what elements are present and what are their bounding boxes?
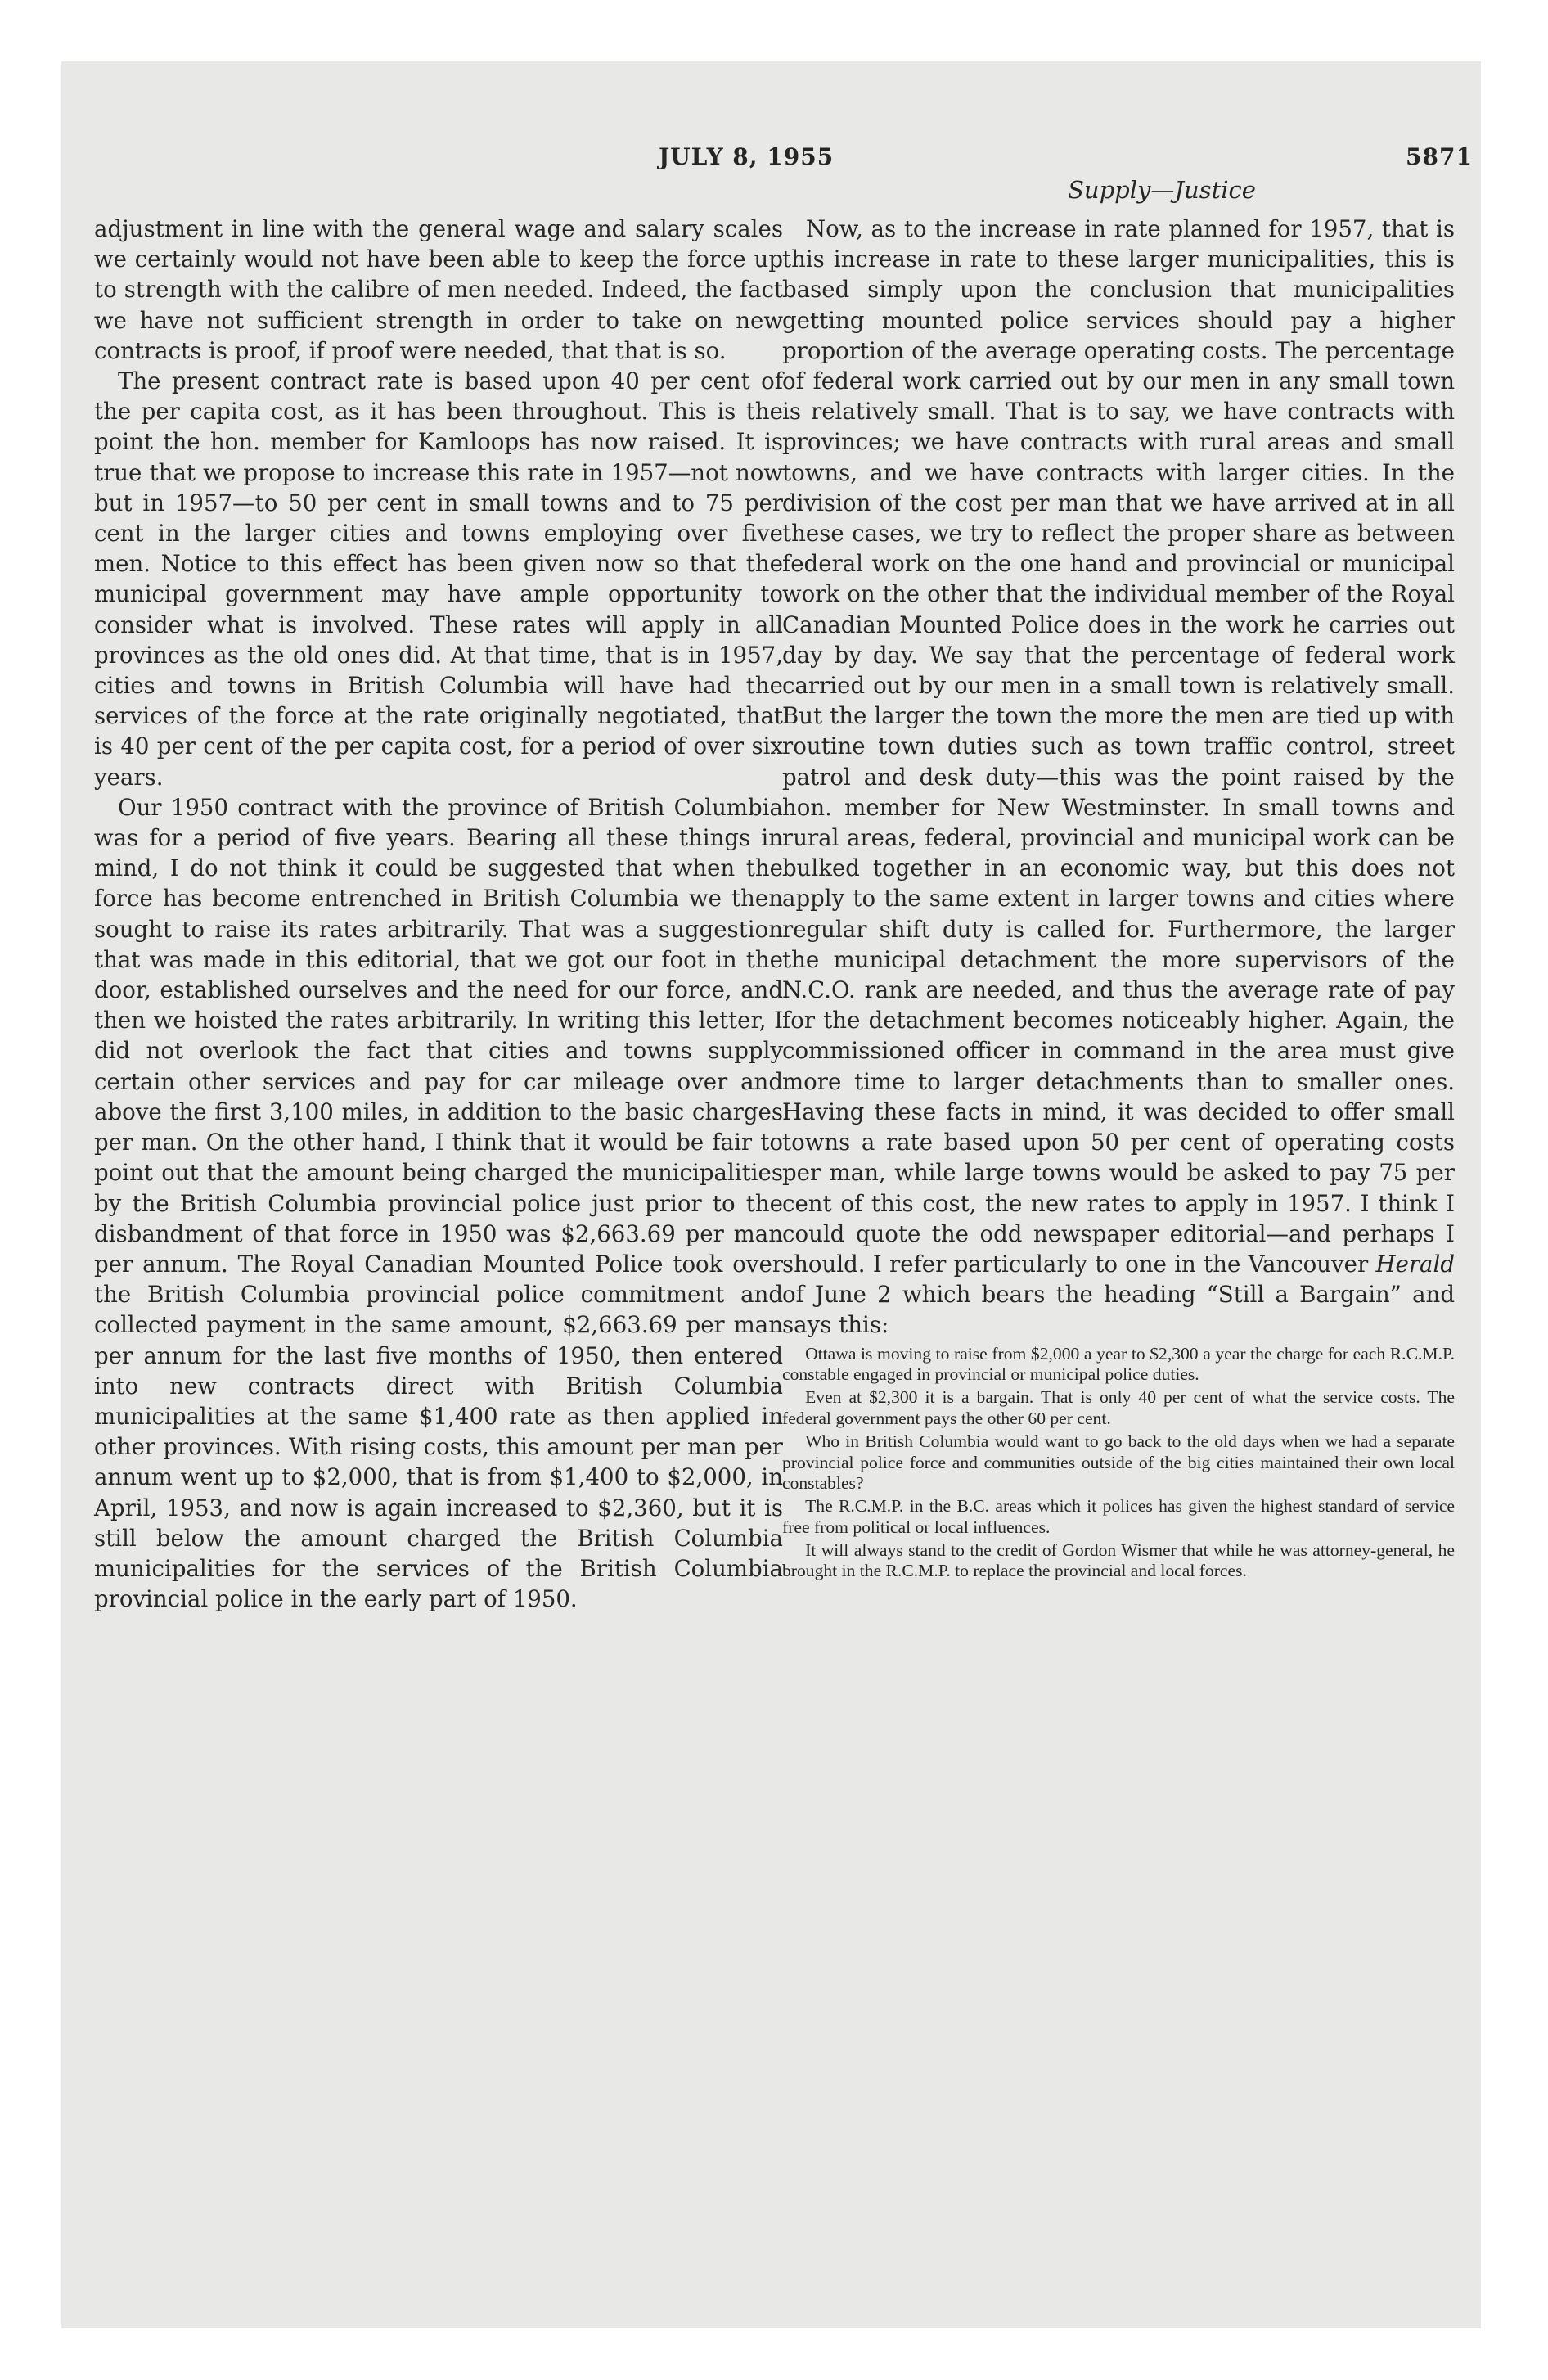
newspaper-name: Herald: [1375, 1250, 1455, 1278]
right-paragraph-1-text: Now, as to the increase in rate planned for 1957, that is this increase in rate to these larger municipalities, this is based simply upon the conclusion that municipalities getting mounted police services should pay a higher proportion of the average operating costs. The percentage of federal work carried out by our men in any small town is relatively small. That is to say, we have contracts with provinces; we have contracts with rural areas and small towns, and we have contracts with larger cities. In the division of the cost per man that we have arrived at in all these cases, we try to reflect the proper share as between federal work on the one hand and provincial or municipal work on the other that the individual member of the Royal Canadian Mounted Police does in the work he carries out day by day. We say that the percentage of federal work carried out by our men in a small town is relatively small. But the larger the town the more the men are tied up with routine town duties such as town traffic control, street patrol and desk duty—this was the point raised by the hon. member for New Westminster. In small towns and rural areas, federal, provincial and municipal work can be bulked together in an economic way, but this does not apply to the same extent in larger towns and cities where regular shift duty is called for. Furthermore, the larger the municipal detachment the more supervisors of the N.C.O. rank are needed, and thus the average rate of pay for the detachment becomes noticeably higher. Again, the commissioned officer in command in the area must give more time to larger detachments than to smaller ones. Having these facts in mind, it was decided to offer small towns a rate based upon 50 per cent of operating costs per man, while large towns would be asked to pay 75 per cent of this cost, the new rates to apply in 1957. I think I could quote the odd newspaper editorial—and perhaps I should. I refer particularly to one in the Vancouver: [782, 215, 1455, 1278]
quote-paragraph-1: Ottawa is moving to raise from $2,000 a year to $2,300 a year the charge for each R.C.M.P. constable engaged in provincial or municipal police duties.: [782, 1343, 1455, 1385]
quote-paragraph-2: Even at $2,300 it is a bargain. That is only 40 per cent of what the service costs. The federal government pays the other 60 per cent.: [782, 1387, 1455, 1428]
left-paragraph-1: adjustment in line with the general wage and salary scales we certainly would not have been able to keep the force up to strength with the calibre of men needed. Indeed, the fact we have not sufficient strength in order to take on new contracts is proof, if proof were needed, that that is so.: [94, 215, 783, 364]
left-column: [94, 214, 783, 1614]
quote-paragraph-4: The R.C.M.P. in the B.C. areas which it polices has given the highest standard of service free from political or local influences.: [782, 1496, 1455, 1537]
header-date: JULY 8, 1955: [659, 143, 835, 170]
right-column: [782, 214, 1455, 1584]
document-page: [61, 61, 1481, 2328]
page-number: 5871: [1406, 143, 1473, 170]
right-paragraph-1: [782, 214, 1455, 1341]
quote-paragraph-5: It will always stand to the credit of Gordon Wismer that while he was attorney-general, he brought in the R.C.M.P. to replace the provincial and local forces.: [782, 1539, 1455, 1581]
page-header: [61, 143, 1481, 179]
right-paragraph-1-end: of June 2 which bears the heading “Still a Bargain” and says this:: [782, 1281, 1455, 1339]
left-paragraph-2: The present contract rate is based upon 40 per cent of the per capita cost, as it has been throughout. This is the point the hon. member for Kamloops has now raised. It is true that we propose to increase this rate in 1957—not now but in 1957—to 50 per cent in small towns and to 75 per cent in the larger cities and towns employing over five men. Notice to this effect has been given now so that the municipal government may have ample opportunity to consider what is involved. These rates will apply in all provinces as the old ones did. At that time, that is in 1957, cities and towns in British Columbia will have had the services of the force at the rate originally negotiated, that is 40 per cent of the per capita cost, for a period of over six years.: [94, 367, 783, 791]
left-paragraph-3: Our 1950 contract with the province of British Columbia was for a period of five years. Bearing all these things in mind, I do not think it could be suggested that when the force has become entrenched in British Columbia we then sought to raise its rates arbitrarily. That was a suggestion that was made in this editorial, that we got our foot in the door, established ourselves and the need for our force, and then we hoisted the rates arbitrarily. In writing this letter, I did not overlook the fact that cities and towns supply certain other services and pay for car mileage over and above the first 3,100 miles, in addition to the basic charges per man. On the other hand, I think that it would be fair to point out that the amount being charged the municipalities by the British Columbia provincial police just prior to the disbandment of that force in 1950 was $2,663.69 per man per annum. The Royal Canadian Mounted Police took over the British Columbia provincial police commitment and collected payment in the same amount, $2,663.69 per man per annum for the last five months of 1950, then entered into new contracts direct with British Columbia municipalities at the same $1,400 rate as then applied in other provinces. With rising costs, this amount per man per annum went up to $2,000, that is from $1,400 to $2,000, in April, 1953, and now is again increased to $2,360, but it is still below the amount charged the British Columbia municipalities for the services of the British Columbia provincial police in the early part of 1950.: [94, 793, 783, 1613]
quote-paragraph-3: Who in British Columbia would want to go back to the old days when we had a separate provincial police force and communities outside of the big cities maintained their own local constables?: [782, 1431, 1455, 1494]
editorial-quote: [782, 1344, 1455, 1583]
section-heading: Supply—Justice: [1068, 176, 1256, 204]
